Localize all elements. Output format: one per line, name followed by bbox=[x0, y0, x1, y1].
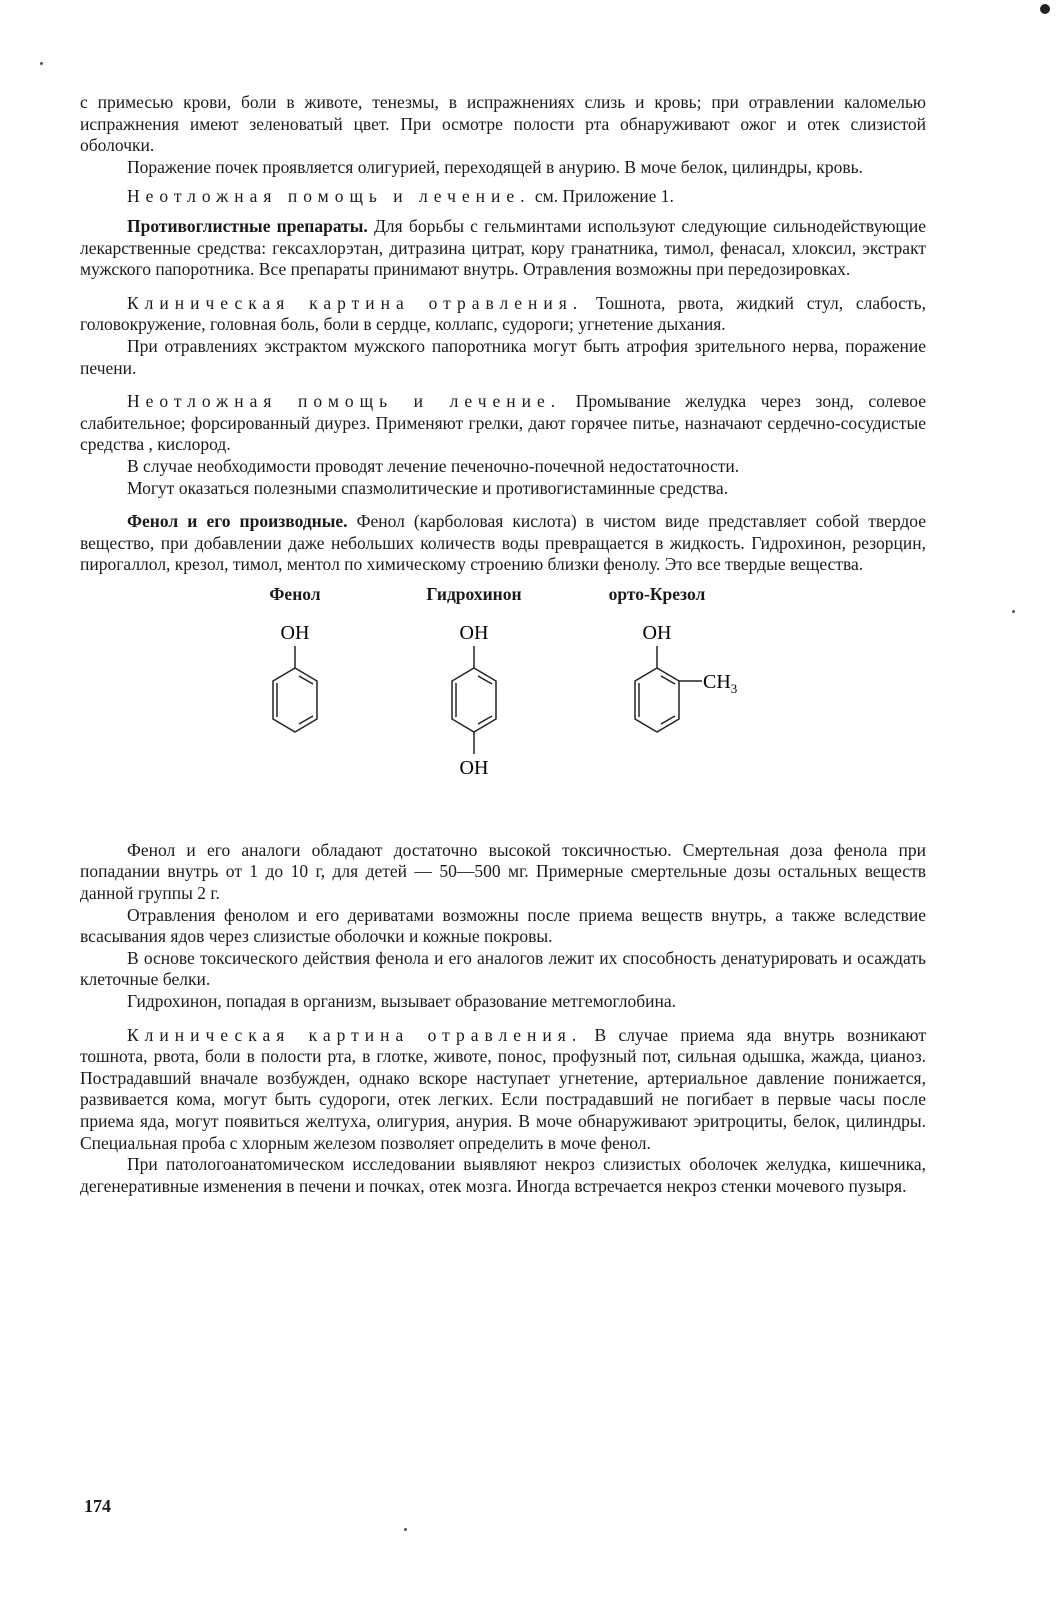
paragraph-6: При отравлениях экстрактом мужского папоротника могут быть атрофия зрительного нерва, поражение печени. bbox=[80, 335, 926, 378]
paragraph-3 bbox=[80, 186, 926, 208]
paragraph-9: Могут оказаться полезными спазмолитические и противогистаминные средства. bbox=[127, 477, 728, 498]
cresol-structure bbox=[557, 584, 757, 834]
cresol-oh: OH bbox=[642, 621, 672, 644]
paragraph-2: Поражение почек проявляется олигурией, переходящей в анурию. В моче белок, цилиндры, кровь. bbox=[127, 156, 863, 177]
scan-mark bbox=[1040, 4, 1050, 14]
paragraph-10 bbox=[80, 511, 926, 576]
hydroquinone-oh-top: OH bbox=[459, 621, 489, 644]
paragraph-15 bbox=[80, 1025, 926, 1155]
paragraph-4 bbox=[80, 216, 926, 281]
scan-speck bbox=[404, 1528, 407, 1531]
paragraph-4-text: Для борьбы с гельминтами используют следующие сильнодействующие лекарственные средства: гексахлорэтан, дитразина цитрат, кору гранатника, тимол, фенасал, хлоксил, экстракт мужского папоротника. Все препараты принимают внутрь. Отравления возможны при передозировках. bbox=[80, 215, 926, 280]
cresol-label: орто-Крезол bbox=[608, 583, 706, 604]
section-heading-clinical: Клиническая картина отравления. bbox=[127, 292, 584, 313]
paragraph-13: В основе токсического действия фенола и его аналогов лежит их способность денатурировать и осаждать клеточные белки. bbox=[80, 947, 926, 990]
paragraph-11: Фенол и его аналоги обладают достаточно высокой токсичностью. Смертельная доза фенола при попадании внутрь от 1 до 10 г, для детей — 50—500 мг. Примерные смертельные дозы остальных веществ данной группы 2 г. bbox=[80, 839, 926, 904]
paragraph-10-text: Фенол (карболовая кислота) в чистом виде представляет собой твердое вещество, при добавлении даже небольших количеств воды превращается в жидкость. Гидрохинон, резорцин, пирогаллол, крезол, тимол, ментол по химическому строению близки фенолу. Это все твердые вещества. bbox=[80, 511, 926, 575]
page-body bbox=[80, 92, 926, 1197]
phenol-label: Фенол bbox=[269, 583, 321, 604]
phenol-diagram bbox=[195, 584, 395, 834]
page-number: 174 bbox=[84, 1496, 111, 1516]
hydroquinone-structure bbox=[374, 584, 574, 834]
section-heading-anthelmintic: Противоглистные препараты. bbox=[127, 215, 368, 236]
paragraph-8: В случае необходимости проводят лечение печеночно-почечной недостаточности. bbox=[127, 455, 740, 476]
hydroquinone-diagram bbox=[374, 584, 574, 834]
hydroquinone-label: Гидрохинон bbox=[426, 583, 522, 604]
section-heading-emergency-2: Неотложная помощь и лечение. bbox=[127, 391, 562, 412]
paragraph-16: При патологоанатомическом исследовании выявляют некроз слизистых оболочек желудка, кишечника, дегенеративные изменения в печени и почках, отек мозга. Иногда встречается некроз стенки мочевого пузыря. bbox=[80, 1154, 926, 1196]
section-heading-emergency: Неотложная помощь и лечение. bbox=[127, 186, 531, 207]
phenol-oh: OH bbox=[280, 621, 310, 644]
paragraph-5-text: Тошнота, рвота, жидкий стул, слабость, головокружение, головная боль, боли в сердце, коллапс, судороги; угнетение дыхания. bbox=[80, 292, 926, 335]
hydroquinone-oh-bottom: OH bbox=[459, 756, 489, 779]
paragraph-3-text: см. Приложение 1. bbox=[530, 186, 674, 207]
section-heading-phenol: Фенол и его производные. bbox=[127, 511, 348, 532]
section-heading-clinical-2: Клиническая картина отравления. bbox=[127, 1024, 583, 1045]
cresol-diagram bbox=[557, 584, 777, 834]
paragraph-14: Гидрохинон, попадая в организм, вызывает образование метгемоглобина. bbox=[127, 991, 677, 1012]
paragraph-1: с примесью крови, боли в животе, тенезмы, в испражнениях слизь и кровь; при отравлении каломелью испражнения имеют зеленоватый цвет. При осмотре полости рта обнаруживают ожог и отек слизистой оболочки. bbox=[80, 92, 926, 156]
scan-speck bbox=[1012, 610, 1015, 613]
phenol-structure bbox=[195, 584, 395, 834]
paragraph-7 bbox=[80, 391, 926, 456]
paragraph-12: Отравления фенолом и его дериватами возможны после приема веществ внутрь, а также вследствие всасывания ядов через слизистые оболочки и кожные покровы. bbox=[80, 904, 926, 947]
paragraph-5 bbox=[80, 293, 926, 336]
paragraph-15-text: В случае приема яда внутрь возникают тошнота, рвота, боли в полости рта, в глотке, животе, понос, профузный пот, сильная одышка, жажда, цианоз. Пострадавший вначале возбужден, однако вскоре наступает угнетение, артериальное давление понижается, развивается кома, могут быть судороги, отек легких. Если пострадавший не погибает в первые часы после приема яда, могут появиться желтуха, олигурия, анурия. В моче обнаруживают эритроциты, белок, цилиндры. Специальная проба с хлорным железом позволяет определить в моче фенол. bbox=[80, 1024, 926, 1153]
scan-speck bbox=[40, 62, 43, 65]
paragraph-7-text: Промывание желудка через зонд, солевое слабительное; форсированный диурез. Применяют грелки, дают горячее питье, назначают сердечно-сосудистые средства , кислород. bbox=[80, 391, 927, 455]
chemical-formulas bbox=[80, 584, 926, 834]
cresol-ch3: $CH_3$ bbox=[703, 670, 738, 696]
